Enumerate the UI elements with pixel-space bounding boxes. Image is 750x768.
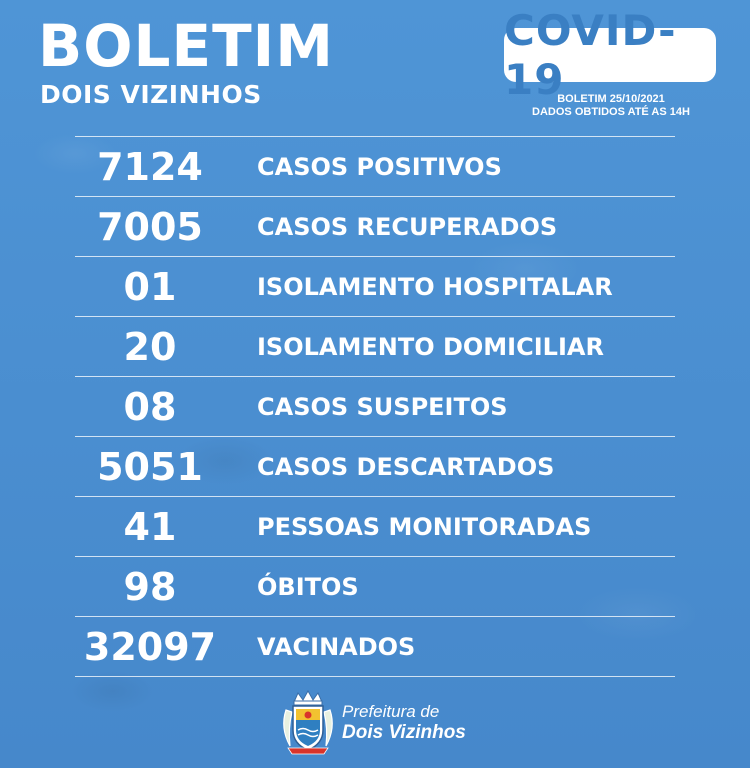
covid-badge: COVID-19 — [504, 28, 716, 82]
stat-value: 20 — [123, 324, 177, 369]
stat-row-home-isolation — [75, 317, 675, 376]
stat-row-vaccinated — [75, 617, 675, 676]
stat-value: 32097 — [83, 624, 217, 669]
stat-label: VACINADOS — [257, 632, 416, 661]
footer-text — [342, 702, 466, 744]
page-title: BOLETIM — [38, 12, 334, 80]
stat-row-monitored — [75, 497, 675, 556]
footer-line-2: Dois Vizinhos — [342, 722, 466, 743]
stat-value: 98 — [123, 564, 177, 609]
stat-label: CASOS SUSPEITOS — [257, 392, 508, 421]
stat-value: 08 — [123, 384, 177, 429]
divider — [75, 676, 675, 677]
city-name: DOIS VIZINHOS — [40, 80, 262, 109]
stat-label: CASOS RECUPERADOS — [257, 212, 558, 241]
stat-value: 01 — [123, 264, 177, 309]
data-note: DADOS OBTIDOS ATÉ AS 14H — [532, 106, 690, 118]
stats-table — [75, 136, 675, 677]
stat-row-deaths — [75, 557, 675, 616]
stat-row-discarded — [75, 437, 675, 496]
stat-value: 7124 — [97, 144, 203, 189]
stat-label: CASOS POSITIVOS — [257, 152, 502, 181]
stat-label: ISOLAMENTO DOMICILIAR — [257, 332, 604, 361]
stat-row-hospital — [75, 257, 675, 316]
stat-label: CASOS DESCARTADOS — [257, 452, 555, 481]
stat-label: ISOLAMENTO HOSPITALAR — [257, 272, 613, 301]
footer-logo — [278, 690, 466, 756]
stat-value: 41 — [123, 504, 177, 549]
stat-label: ÓBITOS — [257, 572, 359, 601]
stat-label: PESSOAS MONITORADAS — [257, 512, 592, 541]
footer-line-1: Prefeitura de — [342, 702, 440, 721]
municipal-coat-of-arms-icon — [278, 690, 338, 756]
stat-value: 5051 — [97, 444, 203, 489]
stat-row-recovered — [75, 197, 675, 256]
stat-row-positive — [75, 137, 675, 196]
stat-value: 7005 — [97, 204, 203, 249]
bulletin-date: BOLETIM 25/10/2021 — [557, 93, 665, 105]
bulletin-info — [500, 93, 722, 119]
stat-row-suspected — [75, 377, 675, 436]
